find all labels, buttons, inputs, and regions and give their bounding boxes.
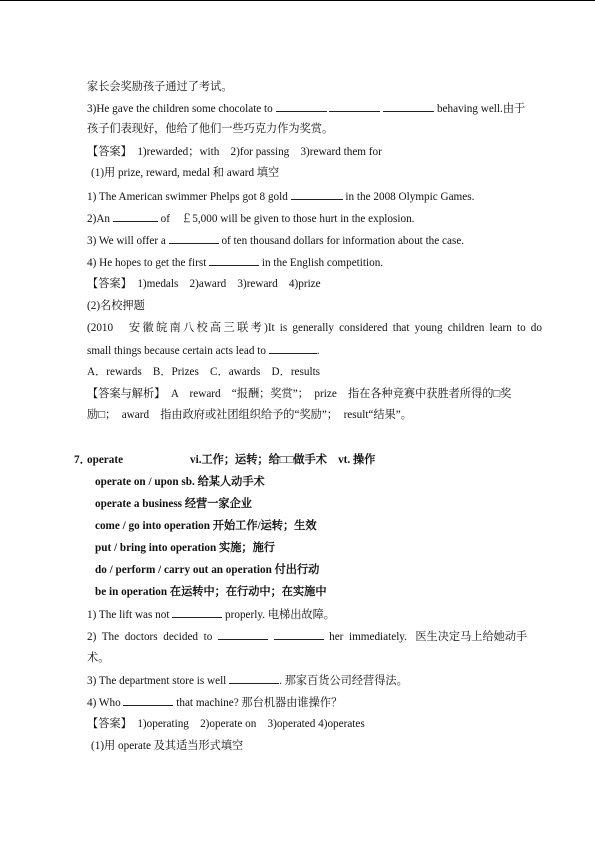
text-segment: 1) The American swimmer Phelps got 8 gold (87, 191, 291, 203)
phrase-line: put / bring into operation 实施；施行 (95, 542, 275, 554)
answer-blank (169, 233, 219, 244)
text-segment: 2)An (87, 213, 113, 225)
text-segment: in the 2008 Olympic Games. (342, 191, 475, 203)
answer-blank (172, 607, 222, 618)
exercise-1 (87, 189, 542, 204)
text-line: 家长会奖励孩子通过了考试。 (87, 81, 233, 93)
text-segment: her immediately. 医生决定马上给她动手 (323, 631, 528, 643)
text-segment: 4) Who (87, 697, 124, 709)
explanation-line: 励□； award 指由政府或社团组织给予的“奖励”； result“结果”。 (87, 409, 412, 421)
exercise-4 (87, 255, 542, 270)
answer-line: 【答案】 1)operating 2)operate on 3)operated 4)operates (87, 718, 365, 730)
exercise-3b (87, 233, 542, 248)
answer-line: 【答案】 1)medals 2)award 3)reward 4)prize (87, 278, 321, 290)
answer-blank (113, 211, 158, 222)
text-segment: of ten thousand dollars for information about the case. (218, 235, 465, 247)
section-7-title (74, 453, 542, 467)
phrase-line: come / go into operation 开始工作/运转；生效 (95, 520, 317, 532)
exercise-3 (87, 673, 542, 688)
answer-blank (383, 101, 434, 112)
exercise-heading: (1)用 prize, reward, medal 和 award 填空 (91, 167, 280, 179)
text-segment: that machine? 那台机器由谁操作？ (173, 697, 343, 709)
text-segment: 3)He gave the children some chocolate to (87, 103, 276, 115)
exercise-2 (87, 211, 542, 226)
answer-blank (218, 629, 268, 640)
text-segment: 4) He hopes to get the first (87, 257, 210, 269)
section-heading: (2)名校押题 (87, 300, 145, 312)
exercise-3 (87, 101, 542, 116)
text-line: 术。 (87, 652, 110, 664)
answer-blank (209, 255, 259, 266)
question-line: (2010 安徽皖南八校高三联考)It is generally considered that young children learn to do (87, 322, 542, 334)
explanation-line: 【答案与解析】 A reward “报酬；奖赏”； prize 指在各种竞赛中获胜者所得的□奖 (87, 388, 512, 400)
text-segment: small things because certain acts lead to (87, 345, 269, 357)
exercise-2 (87, 629, 542, 644)
headword-definition: vi.工作；运转；给□□做手术 vt. 操作 (190, 454, 376, 466)
question-line (87, 343, 542, 358)
text-segment: 3) The department store is well (87, 675, 230, 687)
answer-blank (291, 189, 343, 200)
headword: operate (87, 454, 124, 466)
text-segment: 1) The lift was not (87, 609, 173, 621)
text-segment: in the English competition. (259, 257, 384, 269)
top-border-line (0, 0, 595, 1)
exercise-heading: (1)用 operate 及其适当形式填空 (91, 740, 244, 752)
answer-blank (269, 343, 317, 354)
exercise-4 (87, 695, 542, 710)
phrase-line: operate on / upon sb. 给某人动手术 (95, 476, 265, 488)
answer-line: 【答案】 1)rewarded；with 2)for passing 3)reward them for (87, 146, 382, 158)
text-segment: of ￡5,000 will be given to those hurt in the explosion. (157, 213, 415, 225)
text-segment: 3) We will offer a (87, 235, 169, 247)
text-segment: properly. 电梯出故障。 (222, 609, 335, 621)
text-segment: behaving well.由于 (434, 103, 526, 115)
text-segment: . 那家百货公司经营得法。 (279, 675, 408, 687)
answer-blank (274, 629, 324, 640)
text-segment: . (316, 345, 320, 357)
answer-blank (329, 101, 380, 112)
phrase-line: operate a business 经营一家企业 (95, 498, 252, 510)
text-segment: 2) The doctors decided to (87, 631, 218, 643)
exercise-1 (87, 607, 542, 622)
answer-blank (276, 101, 327, 112)
choices-line: A．rewards B．Prizes C．awards D．results (87, 366, 321, 378)
phrase-line: be in operation 在运转中；在行动中；在实施中 (95, 586, 327, 598)
section-number: 7． (74, 454, 91, 466)
answer-blank (229, 673, 279, 684)
phrase-line: do / perform / carry out an operation 付出行动 (95, 564, 320, 576)
text-line: 孩子们表现好，他给了他们一些巧克力作为奖赏。 (87, 123, 334, 135)
answer-blank (123, 695, 173, 706)
